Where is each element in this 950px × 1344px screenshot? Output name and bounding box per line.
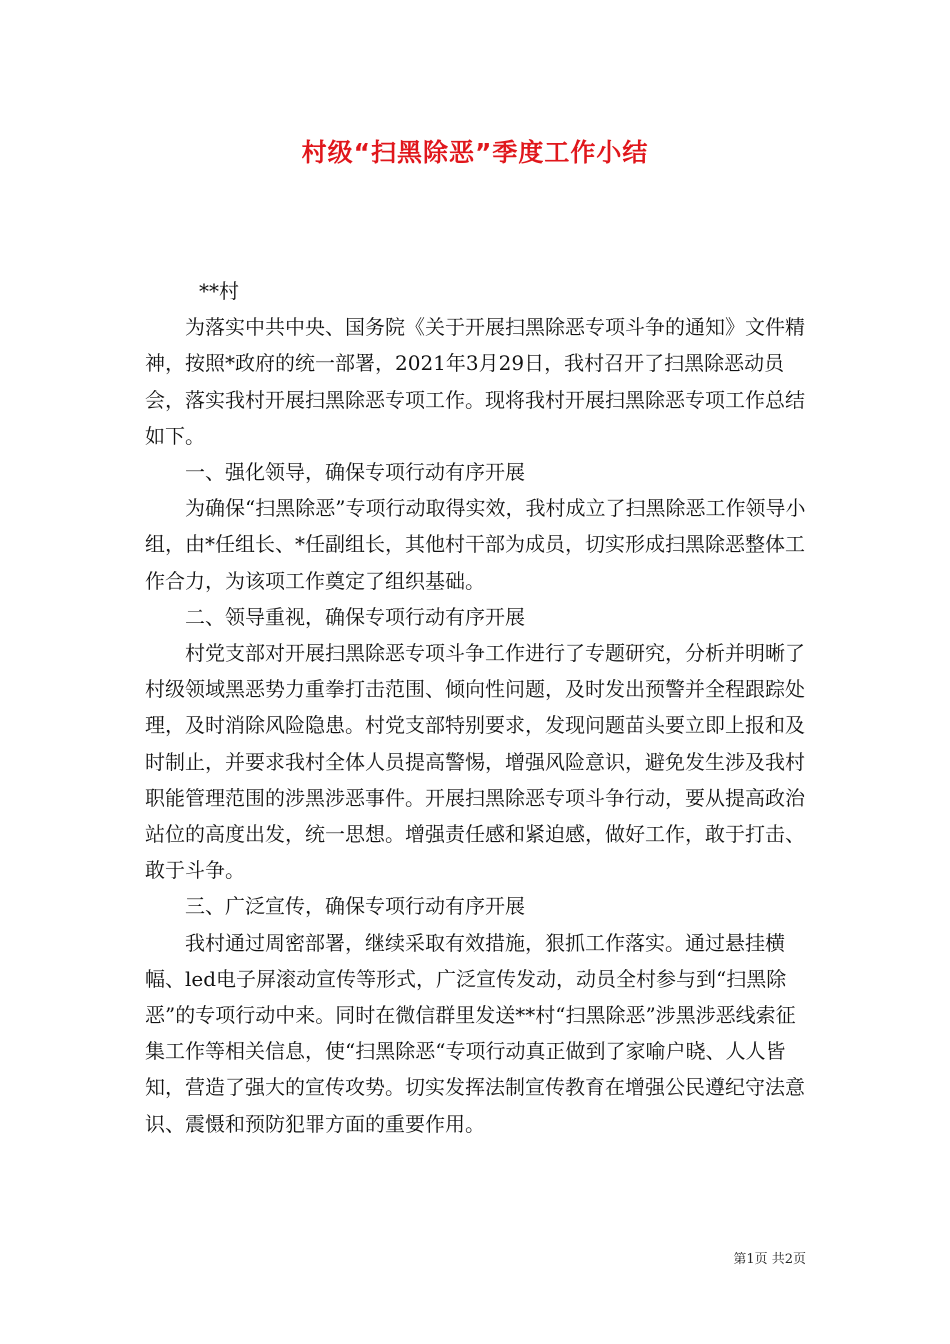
paragraph-intro: 为落实中共中央、国务院《关于开展扫黑除恶专项斗争的通知》文件精神，按照*政府的统一部署，2021年3月29日，我村召开了扫黑除恶动员会，落实我村开展扫黑除恶专项工作。现将我村开展扫黑除恶专项工作总结如下。: [145, 315, 805, 448]
section-heading-3: 三、广泛宣传，确保专项行动有序开展: [185, 894, 525, 919]
village-name: **村: [199, 279, 239, 303]
paragraph-section-1: 为确保“扫黑除恶”专项行动取得实效，我村成立了扫黑除恶工作领导小组，由*任组长、*任副组长，其他村干部为成员，切实形成扫黑除恶整体工作合力，为该项工作奠定了组织基础。: [145, 496, 806, 593]
document-title: 村级“扫黑除恶”季度工作小结: [301, 138, 649, 167]
document-body: [145, 273, 813, 1142]
paragraph-section-3: 我村通过周密部署，继续采取有效措施，狠抓工作落实。通过悬挂横幅、led电子屏滚动宣传等形式，广泛宣传发动，动员全村参与到“扫黑除恶”的专项行动中来。同时在微信群里发送**村“扫黑除恶”涉黑涉恶线索征集工作等相关信息，使“扫黑除恶“专项行动真正做到了家喻户晓、人人皆知，营造了强大的宣传攻势。切实发挥法制宣传教育在增强公民遵纪守法意识、震慑和预防犯罪方面的重要作用。: [145, 930, 805, 1136]
section-heading-2: 二、领导重视，确保专项行动有序开展: [185, 604, 525, 629]
section-heading-1: 一、强化领导，确保专项行动有序开展: [185, 460, 525, 485]
page-number: 第1页 共2页: [733, 1252, 806, 1267]
paragraph-section-2: 村党支部对开展扫黑除恶专项斗争工作进行了专题研究，分析并明晰了村级领域黑恶势力重拳打击范围、倾向性问题，及时发出预警并全程跟踪处理，及时消除风险隐患。村党支部特别要求，发现问题苗头要立即上报和及时制止，并要求我村全体人员提高警惕，增强风险意识，避免发生涉及我村职能管理范围的涉黑涉恶事件。开展扫黑除恶专项斗争行动，要从提高政治站位的高度出发，统一思想。增强责任感和紧迫感，做好工作，敢于打击、敢于斗争。: [145, 641, 805, 883]
